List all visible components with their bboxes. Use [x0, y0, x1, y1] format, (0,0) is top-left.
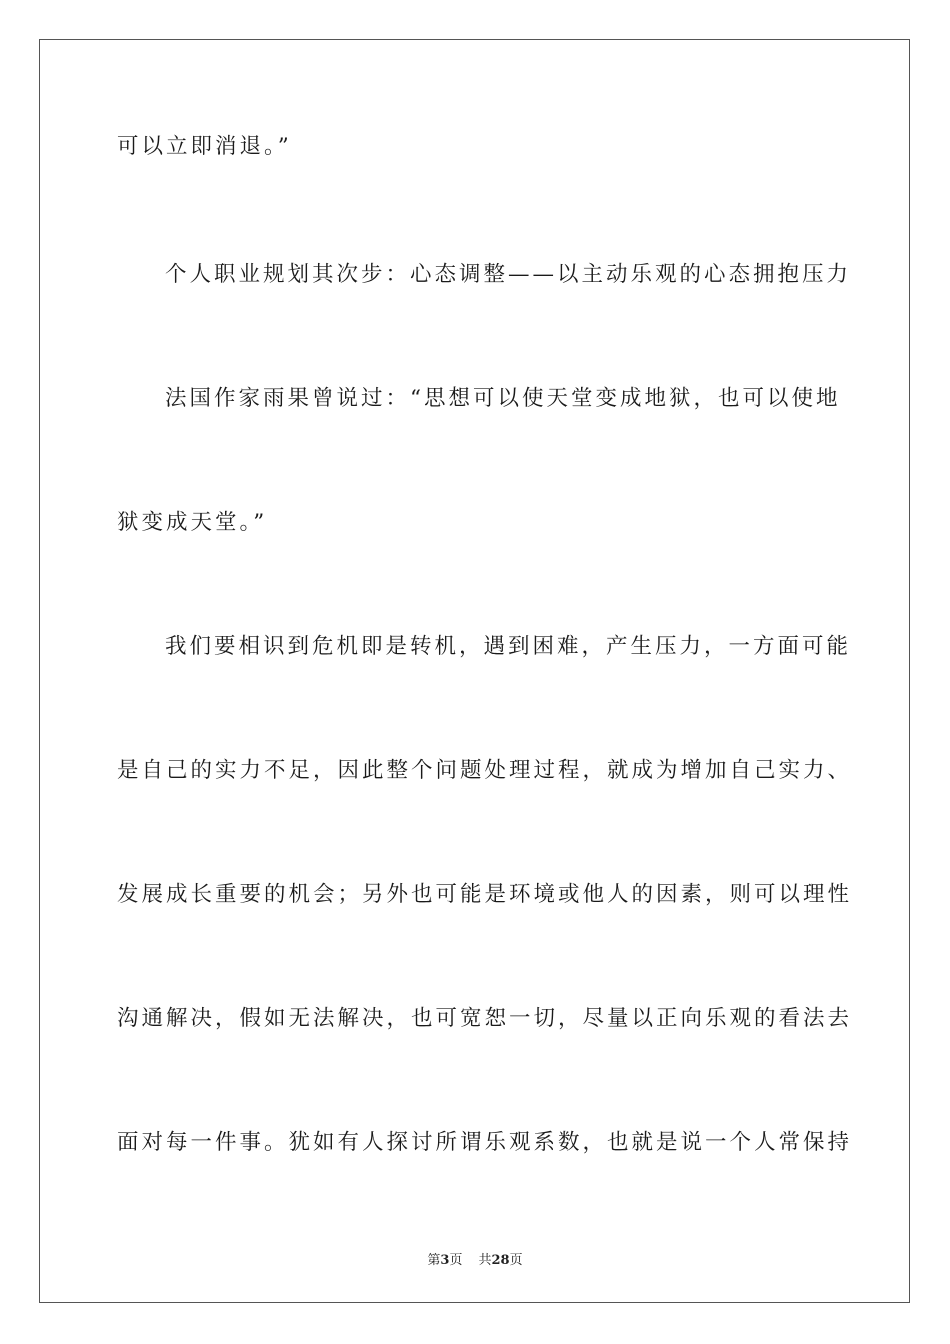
text-line-8: 沟通解决，假如无法解决，也可宽恕一切，尽量以正向乐观的看法去	[117, 1006, 853, 1031]
text-line-2: 个人职业规划其次步：心态调整——以主动乐观的心态拥抱压力	[165, 262, 852, 287]
page-border	[39, 39, 910, 1303]
total-prefix: 共	[478, 1253, 492, 1268]
text-line-6: 是自己的实力不足，因此整个问题处理过程，就成为增加自己实力、	[117, 758, 853, 783]
text-line-1: 可以立即消退。”	[117, 134, 292, 159]
text-line-7: 发展成长重要的机会；另外也可能是环境或他人的因素，则可以理性	[117, 882, 853, 907]
text-line-4: 狱变成天堂。”	[117, 510, 268, 535]
text-line-9: 面对每一件事。犹如有人探讨所谓乐观系数，也就是说一个人常保持	[117, 1130, 853, 1155]
text-line-5: 我们要相识到危机即是转机，遇到困难，产生压力，一方面可能	[165, 634, 852, 659]
total-suffix: 页	[509, 1253, 523, 1268]
page-suffix: 页	[449, 1253, 463, 1268]
page-number: 3	[440, 1253, 450, 1268]
text-line-3: 法国作家雨果曾说过：“思想可以使天堂变成地狱，也可以使地	[165, 386, 841, 411]
total-pages: 28	[491, 1253, 510, 1268]
page-footer	[0, 1249, 950, 1268]
page-prefix: 第	[427, 1253, 441, 1268]
